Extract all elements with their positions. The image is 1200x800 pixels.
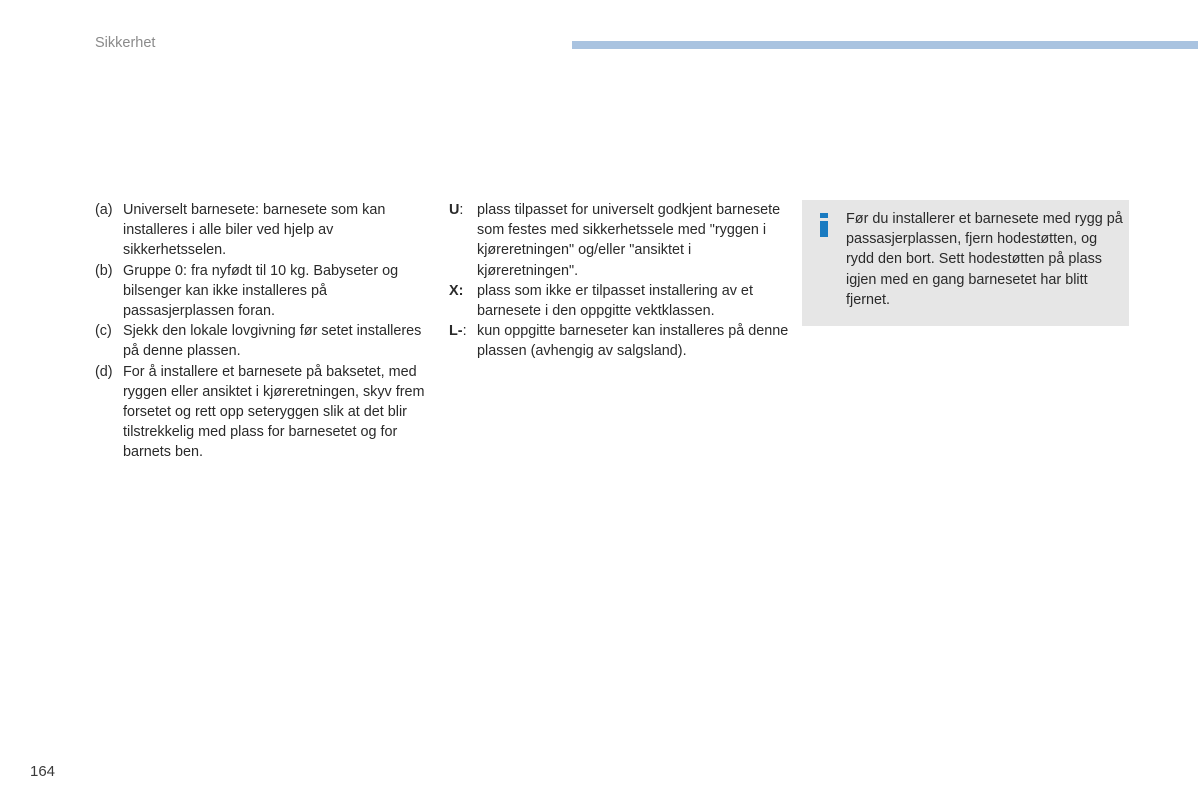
legend-key: X: [449, 282, 464, 299]
list-item-text: Gruppe 0: fra nyfødt til 10 kg. Babyseter og bilsenger kan ikke installeres på passasjerplassen foran. [123, 262, 399, 320]
section-title: Sikkerhet [95, 35, 156, 51]
legend-key-suffix: : [462, 323, 467, 340]
legend-item [449, 281, 789, 321]
list-item [95, 200, 425, 261]
legend-item [449, 200, 789, 281]
legend-key: L- [449, 323, 463, 340]
legend-item [449, 321, 789, 361]
list-marker: (c) [95, 323, 112, 340]
legend-marker [449, 200, 477, 220]
list-item-text: Universelt barnesete: barnesete som kan installeres i alle biler ved hjelp av sikkerhetsselen. [123, 202, 386, 259]
list-item-text: Sjekk den lokale lovgivning før setet installeres på denne plassen. [123, 323, 422, 360]
list-marker: (b) [95, 262, 113, 279]
legend-key: U [449, 202, 460, 218]
info-box [802, 200, 1129, 326]
header-accent-rule [572, 41, 1198, 49]
info-text: Før du installerer et barnesete med rygg på passasjerplassen, fjern hodestøtten, og rydd den bort. Sett hodestøtten på plass igjen med en gang barnesetet har blitt fjernet. [846, 211, 1123, 308]
info-icon [819, 213, 829, 237]
page-number: 164 [30, 763, 56, 780]
legend-column [449, 200, 789, 362]
list-item-text: For å installere et barnesete på baksetet, med ryggen eller ansiktet i kjøreretningen, skyv frem forsetet og rett opp seteryggen slik at det blir tilstrekkelig med plass for barnesetet og for barnets ben. [123, 363, 425, 461]
list-item [95, 261, 425, 322]
left-column [95, 200, 425, 463]
list-marker: (a) [95, 202, 113, 218]
list-item [95, 362, 425, 463]
legend-key-suffix: : [459, 202, 464, 218]
list-marker: (d) [95, 363, 113, 380]
legend-item-text: plass tilpasset for universelt godkjent barnesete som festes med sikkerhetssele med "ryggen i kjøreretningen" og/eller "ansiktet i kjøreretningen". [477, 202, 781, 279]
legend-marker [449, 321, 477, 341]
legend-item-text: plass som ikke er tilpasset installering av et barnesete i den oppgitte vektklassen. [477, 282, 753, 320]
legend-item-text: kun oppgitte barneseter kan installeres på denne plassen (avhengig av salgsland). [477, 323, 789, 360]
list-item [95, 321, 425, 361]
legend-marker [449, 281, 477, 301]
